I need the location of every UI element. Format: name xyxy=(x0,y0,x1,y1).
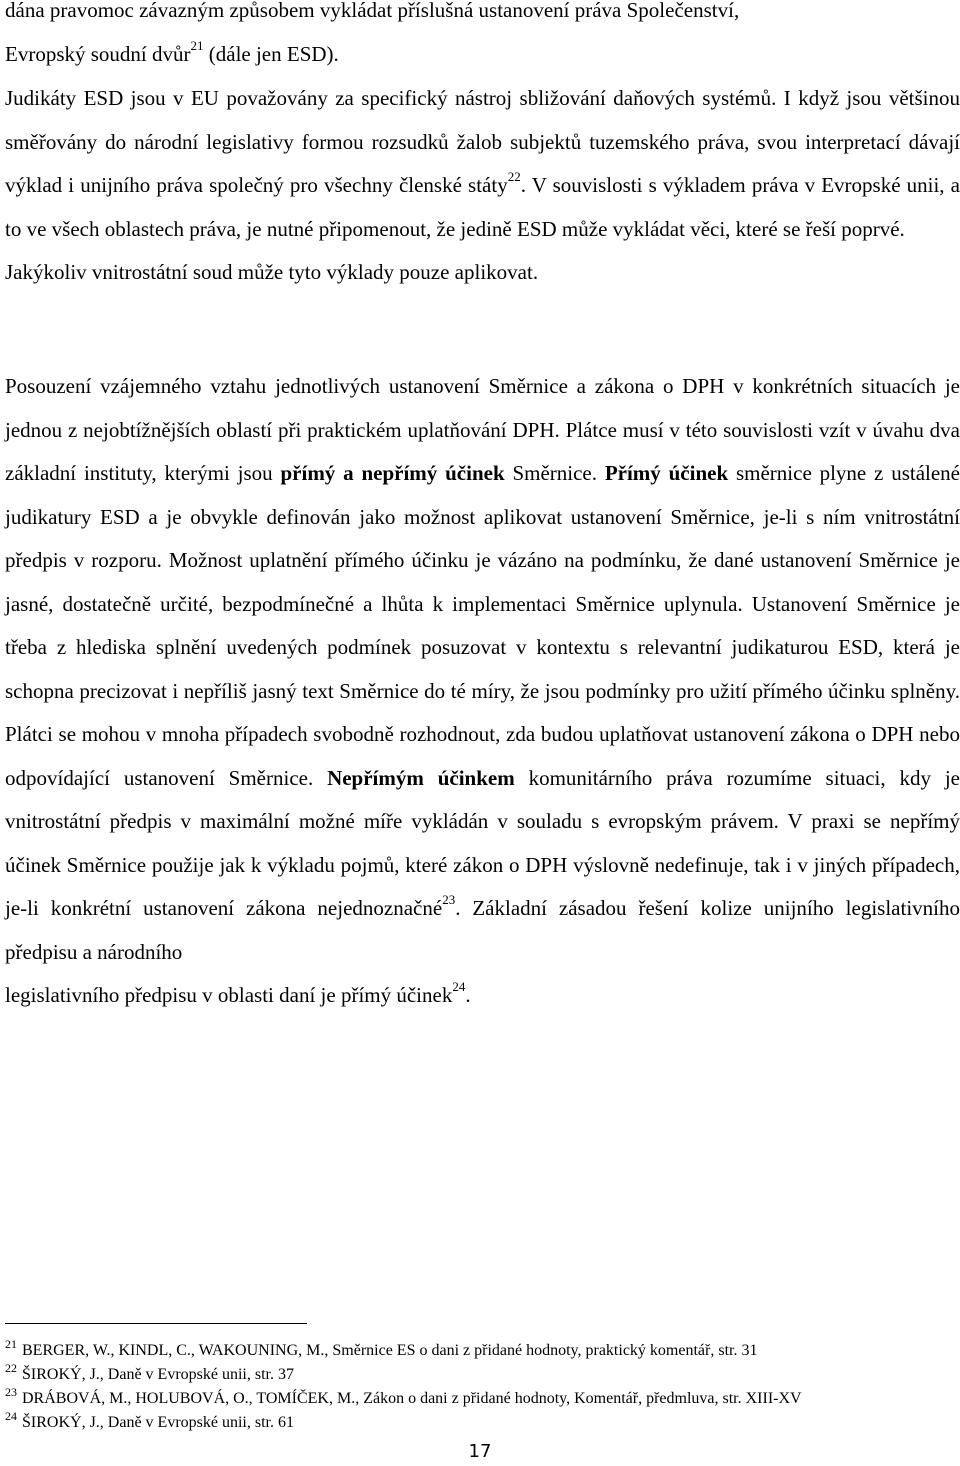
footnote-number: 22 xyxy=(5,1361,17,1375)
footnote-ref[interactable]: 21 xyxy=(190,37,204,53)
paragraph-text: komunitárního práva rozumíme situaci, kdy je vnitrostátní předpis v maximální možné míře vykládán v souladu s evropským právem. V praxi se nepřímý účinek Směrnice použije jak k výkladu pojmů, které zákon o DPH výslovně nedefinuje, tak i v jiných případech, je-li konkrétní ustanovení zákona nejednoznačné xyxy=(5,765,960,920)
paragraph-line xyxy=(5,33,960,77)
paragraph-text: (dále jen ESD). xyxy=(203,41,339,66)
paragraph-text: Evropský soudní dvůr xyxy=(5,41,191,66)
footnote-number: 24 xyxy=(5,1409,17,1423)
footnote-text: ŠIROKÝ, J., Daně v Evropské unii, str. 61 xyxy=(22,1414,294,1431)
paragraph-last-line xyxy=(5,974,960,1018)
footnote-ref[interactable]: 22 xyxy=(507,169,521,184)
footnote xyxy=(5,1339,960,1363)
paragraph-text: směrnice plyne z ustálené judikatury ESD a je obvykle definován jako možnost aplikovat ustanovení Směrnice, je-li s ním vnitrostátní předpis v rozporu. Možnost uplatnění přímého účinku je vázáno na podmínku, že dané ustanovení Směrnice je jasné, dostatečně určité, bezpodmínečné a lhůta k implementaci Směrnice uplynula. Ustanovení Směrnice je třeba z hlediska splnění uvedených podmínek posuzovat v kontextu s relevantní judikaturou ESD, která je schopna precizovat i nepříliš jasný text Směrnice do té míry, že jsou podmínky pro užití přímého účinku splněny. Plátci se mohou v mnoha případech svobodně rozhodnout, zda budou uplatňovat ustanovení zákona o DPH nebo odpovídající ustanovení Směrnice. xyxy=(5,461,960,790)
paragraph-last-line xyxy=(5,251,960,295)
paragraph-text: . xyxy=(465,983,471,1007)
paragraph-body xyxy=(5,365,960,974)
footnote-separator xyxy=(5,1323,307,1324)
footnote xyxy=(5,1363,960,1387)
footnote xyxy=(5,1387,960,1411)
bold-term: přímý a nepřímý účinek xyxy=(280,461,505,485)
bold-term: Nepřímým účinkem xyxy=(327,765,515,790)
footnote-number: 21 xyxy=(5,1337,17,1351)
bold-term: Přímý účinek xyxy=(604,461,729,485)
footnote-text: ŠIROKÝ, J., Daně v Evropské unii, str. 37 xyxy=(22,1366,294,1383)
footnote-text: DRÁBOVÁ, M., HOLUBOVÁ, O., TOMÍČEK, M., Zákon o dani z přidané hodnoty, Komentář, předmluva, str. XIII-XV xyxy=(22,1390,802,1407)
paragraph-text: . V souvislosti s výkladem práva v Evropské unii, a to ve všech oblastech práva, je nutné připomenout, že jedině ESD může vykládat věci, které se řeší poprvé. xyxy=(5,173,960,241)
footnote xyxy=(5,1411,960,1435)
paragraph-line xyxy=(5,0,960,33)
paragraph-text: Směrnice. xyxy=(504,461,605,485)
paragraph-text: Posouzení vzájemného vztahu jednotlivých ustanovení Směrnice a zákona o DPH v konkrétních situacích je jednou z nejobtížnějších oblastí při praktickém uplatňování DPH. Plátce musí v této souvislosti vzít v úvahu dva základní instituty, kterými jsou xyxy=(5,374,960,485)
paragraph-text: dána pravomoc závazným způsobem vykládat příslušná ustanovení práva Společenství, xyxy=(5,0,740,22)
footnote-ref[interactable]: 23 xyxy=(442,892,456,907)
paragraph-posouzeni xyxy=(5,365,960,1018)
paragraph-text: Judikáty ESD jsou v EU považovány za specifický nástroj sbližování daňových systémů. I když jsou většinou směřovány do národní legislativy formou rozsudků žalob subjektů tuzemského práva, svou interpretací dávají výklad i unijního práva společný pro všechny členské státy xyxy=(5,86,960,197)
paragraph-continuation xyxy=(5,0,960,76)
paragraph-text: Jakýkoliv vnitrostátní soud může tyto výklady pouze aplikovat. xyxy=(5,260,539,284)
paragraph-judikaty xyxy=(5,77,960,295)
paragraph-text: . Základní zásadou řešení kolize unijního legislativního předpisu a národního xyxy=(5,896,960,964)
footnote-number: 23 xyxy=(5,1385,17,1399)
footnote-ref[interactable]: 24 xyxy=(452,979,466,994)
footnotes xyxy=(5,1339,960,1435)
page-number: 17 xyxy=(468,1441,492,1462)
paragraph-text: legislativního předpisu v oblasti daní je přímý účinek xyxy=(5,983,453,1007)
footnote-text: BERGER, W., KINDL, C., WAKOUNING, M., Směrnice ES o dani z přidané hodnoty, praktický komentář, str. 31 xyxy=(22,1342,758,1359)
paragraph-body xyxy=(5,77,960,251)
